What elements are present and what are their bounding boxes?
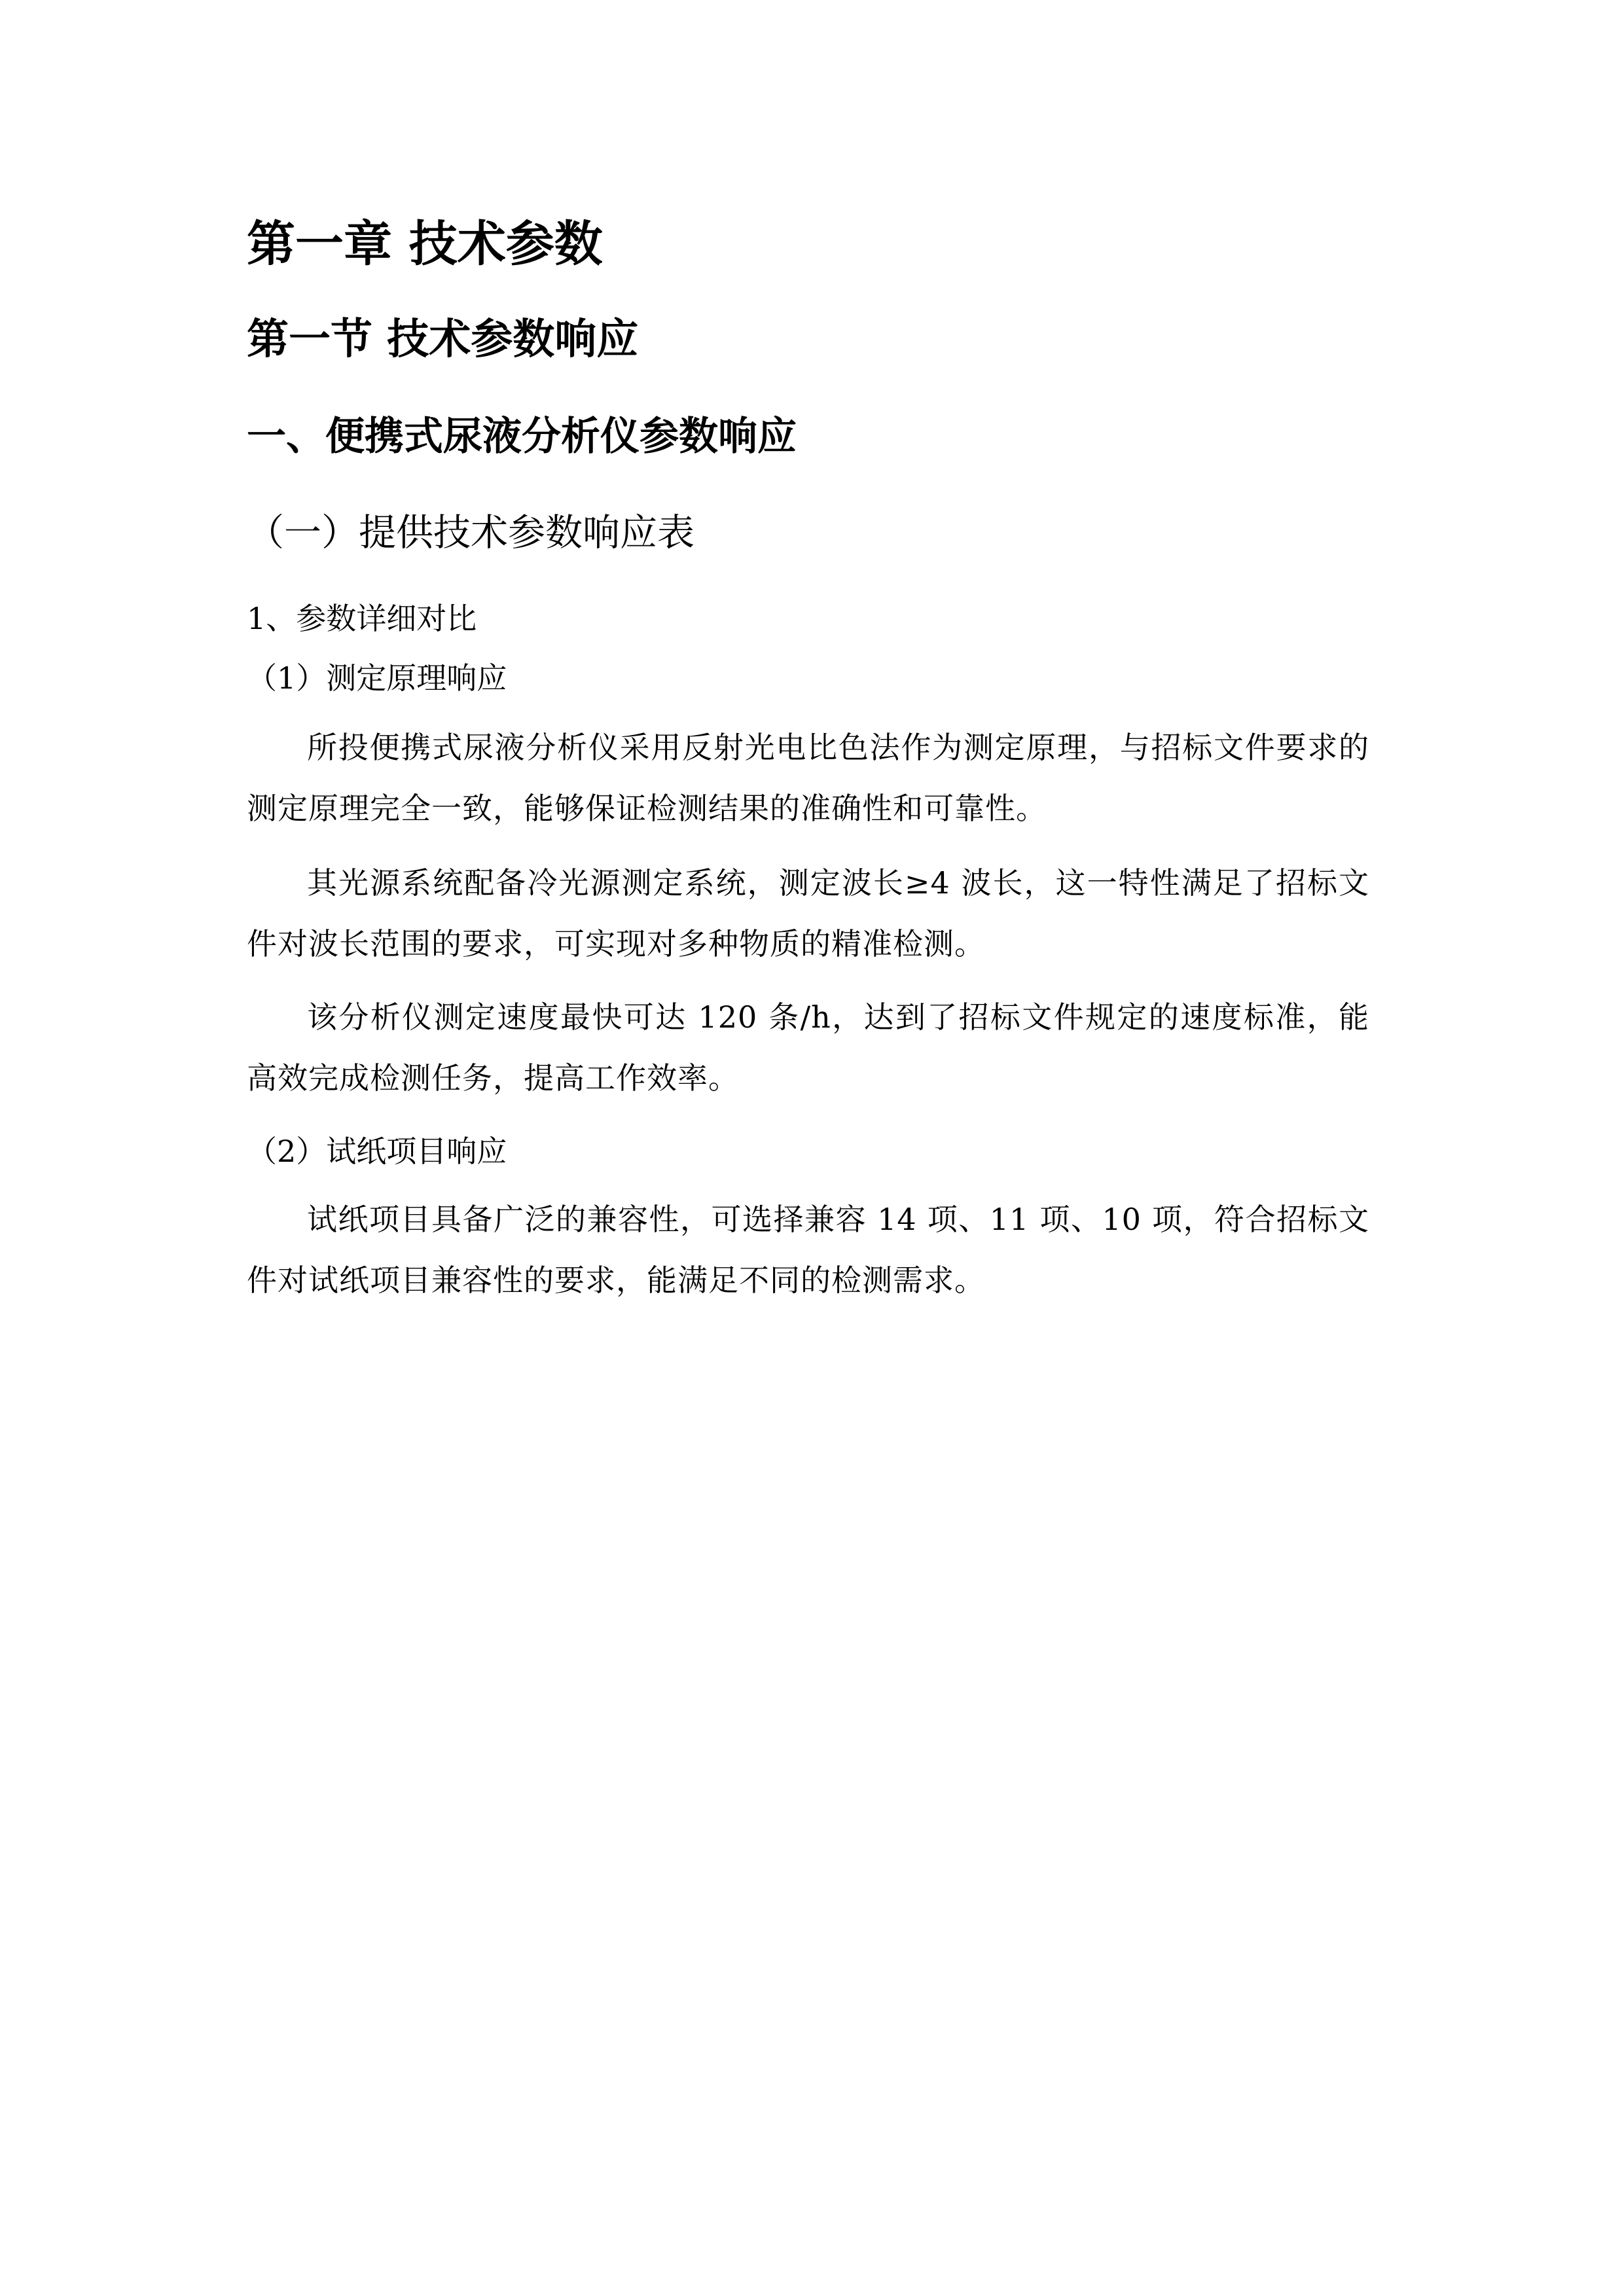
paragraph-principle: 所投便携式尿液分析仪采用反射光电比色法作为测定原理，与招标文件要求的测定原理完全一致，能够保证检测结果的准确性和可靠性。 [247,730,1369,826]
item-title: 1、参数详细对比 [247,601,477,636]
paragraph-test-strip: 试纸项目具备广泛的兼容性，可选择兼容 14 项、11 项、10 项，符合招标文件对试纸项目兼容性的要求，能满足不同的检测需求。 [247,1202,1369,1298]
item-heading-test-strip: （2）试纸项目响应 [247,1134,507,1169]
paragraph-light-source: 其光源系统配备冷光源测定系统，测定波长≥4 波长，这一特性满足了招标文件对波长范围的要求，可实现对多种物质的精准检测。 [247,865,1369,961]
subsection-title: 一、便携式尿液分析仪参数响应 [247,414,797,459]
paragraph-speed: 该分析仪测定速度最快可达 120 条/h，达到了招标文件规定的速度标准，能高效完成检测任务，提高工作效率。 [247,999,1369,1096]
section-title: 第一节 技术参数响应 [247,315,639,364]
chapter-title: 第一章 技术参数 [247,216,603,272]
item-heading-principle: （1）测定原理响应 [247,660,507,696]
sub-subsection-title: （一）提供技术参数响应表 [247,511,695,554]
